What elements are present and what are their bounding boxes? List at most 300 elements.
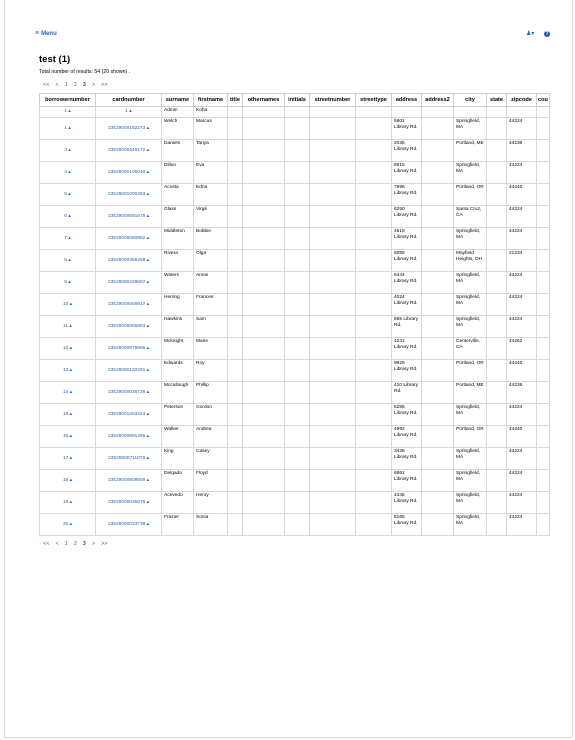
table-row <box>40 272 550 294</box>
column-header-initials[interactable]: initials <box>285 94 310 107</box>
zipcode-cell: 44224 <box>507 228 537 250</box>
address2-cell <box>422 316 454 338</box>
results-label: Total number of results: <box>39 69 93 75</box>
address2-cell <box>422 272 454 294</box>
borrowernumber-link[interactable]: 8 ▴ <box>40 250 96 272</box>
report-page <box>4 0 573 738</box>
empty-cell <box>356 514 392 536</box>
empty-cell <box>285 107 310 118</box>
empty-cell <box>310 316 356 338</box>
address2-cell <box>422 360 454 382</box>
table-row <box>40 492 550 514</box>
city-cell: Springfield, MA <box>454 492 487 514</box>
firstname-cell: Virgil <box>194 206 228 228</box>
empty-cell <box>310 514 356 536</box>
city-cell: Springfield, MA <box>454 316 487 338</box>
surname-cell: Acevedo <box>162 492 194 514</box>
zipcode-cell: 44240 <box>507 360 537 382</box>
menu-button[interactable] <box>35 30 57 37</box>
empty-cell <box>228 184 243 206</box>
country-cell <box>537 140 550 162</box>
address-cell: 4992 Library Rd. <box>392 426 422 448</box>
cardnumber-link[interactable]: 23529000429697 ▴ <box>96 272 162 294</box>
table-row <box>40 184 550 206</box>
surname-cell: Walker <box>162 426 194 448</box>
address-cell: 4024 Library Rd. <box>392 294 422 316</box>
cardnumber-link[interactable]: 23529001203323 ▴ <box>96 404 162 426</box>
zipcode-cell: 44224 <box>507 514 537 536</box>
address-cell: 7896 Library Rd. <box>392 184 422 206</box>
borrowernumber-link[interactable]: 12 ▴ <box>40 338 96 360</box>
surname-cell: Waters <box>162 272 194 294</box>
state-cell <box>487 448 507 470</box>
zipcode-cell: 44236 <box>507 140 537 162</box>
table-row <box>40 162 550 184</box>
empty-cell <box>310 426 356 448</box>
empty-cell <box>243 118 285 140</box>
city-cell: Springfield, MA <box>454 272 487 294</box>
zipcode-cell: 44224 <box>507 492 537 514</box>
column-header-streetnumber[interactable]: streetnumber <box>310 94 356 107</box>
zipcode-cell: 21234 <box>507 250 537 272</box>
page-link[interactable]: 3 <box>82 82 86 88</box>
column-header-address2[interactable]: address2 <box>422 94 454 107</box>
column-header-state[interactable]: state <box>487 94 507 107</box>
borrowernumber-link[interactable]: 1 ▴ <box>40 118 96 140</box>
empty-cell <box>356 162 392 184</box>
city-cell: Springfield, MA <box>454 470 487 492</box>
cardnumber-link[interactable]: 23529000891265 ▴ <box>96 426 162 448</box>
country-cell <box>537 492 550 514</box>
surname-cell: Hawkins <box>162 316 194 338</box>
state-cell <box>487 294 507 316</box>
address2-cell <box>422 294 454 316</box>
top-icons <box>518 30 550 37</box>
empty-cell <box>285 294 310 316</box>
empty-cell <box>243 404 285 426</box>
empty-cell <box>356 360 392 382</box>
cardnumber-link[interactable]: 23529000033739 ▴ <box>96 514 162 536</box>
empty-cell <box>228 316 243 338</box>
cardnumber-link[interactable]: 23529000035726 ▴ <box>96 382 162 404</box>
borrowernumber-link[interactable]: 11 ▴ <box>40 316 96 338</box>
page-link[interactable]: 2 <box>73 82 77 88</box>
state-cell <box>487 162 507 184</box>
zipcode-cell: 44240 <box>507 426 537 448</box>
firstname-cell: Gordon <box>194 404 228 426</box>
city-cell: Portland, OR <box>454 360 487 382</box>
city-cell: Portland, OR <box>454 426 487 448</box>
borrowernumber-link[interactable]: 10 ▴ <box>40 294 96 316</box>
city-cell: Springfield, MA <box>454 228 487 250</box>
cardnumber-link[interactable]: 23529000445172 ▴ <box>96 140 162 162</box>
address-cell: 6285 Library Rd. <box>392 404 422 426</box>
zipcode-cell: 44224 <box>507 294 537 316</box>
firstname-cell: Floyd <box>194 470 228 492</box>
address2-cell <box>422 492 454 514</box>
table-row <box>40 448 550 470</box>
empty-cell <box>228 294 243 316</box>
empty-cell <box>285 514 310 536</box>
country-cell <box>537 206 550 228</box>
table-row <box>40 250 550 272</box>
state-cell <box>487 338 507 360</box>
page-link[interactable]: 1 <box>64 82 68 88</box>
zipcode-cell: 44224 <box>507 272 537 294</box>
cardnumber-link[interactable]: 23529000152273 ▴ <box>96 118 162 140</box>
country-cell <box>537 184 550 206</box>
address-cell: 8916 Library Rd. <box>392 162 422 184</box>
firstname-cell: Edna <box>194 184 228 206</box>
address-cell: 665 Library Rd. <box>392 316 422 338</box>
country-cell <box>537 316 550 338</box>
borrowernumber-link[interactable]: 4 ▴ <box>40 162 96 184</box>
surname-cell: Peterson <box>162 404 194 426</box>
surname-cell: Rivera <box>162 250 194 272</box>
page-link[interactable]: < <box>55 82 59 88</box>
empty-cell <box>228 272 243 294</box>
empty-cell <box>243 338 285 360</box>
empty-cell <box>356 316 392 338</box>
borrowernumber-link[interactable]: 19 ▴ <box>40 492 96 514</box>
empty-cell <box>454 107 487 118</box>
table-row <box>40 316 550 338</box>
menu-label: Menu <box>41 31 57 37</box>
empty-cell <box>243 360 285 382</box>
empty-cell <box>392 107 422 118</box>
column-header-borrowernumber[interactable]: borrowernumber <box>40 94 96 107</box>
empty-cell <box>285 382 310 404</box>
cardnumber-link[interactable]: 23529000358268 ▴ <box>96 250 162 272</box>
empty-cell <box>537 107 550 118</box>
firstname-cell: Eva <box>194 162 228 184</box>
empty-cell <box>285 492 310 514</box>
empty-cell <box>356 140 392 162</box>
firstname-cell: Roy <box>194 360 228 382</box>
empty-cell <box>228 470 243 492</box>
page-link[interactable]: << <box>43 541 50 547</box>
city-cell: Centerville, CA <box>454 338 487 360</box>
empty-cell <box>356 338 392 360</box>
page-link[interactable]: << <box>43 82 50 88</box>
column-header-title[interactable]: title <box>228 94 243 107</box>
address2-cell <box>422 382 454 404</box>
empty-cell <box>228 228 243 250</box>
empty-cell <box>356 184 392 206</box>
user-icon[interactable]: ♟▾ <box>525 31 535 37</box>
state-cell <box>487 514 507 536</box>
firstname-cell: Casey <box>194 448 228 470</box>
state-cell <box>487 382 507 404</box>
empty-cell <box>228 360 243 382</box>
page-link[interactable]: 3 <box>82 541 86 547</box>
city-cell: Mayfield Heights, OH <box>454 250 487 272</box>
city-cell: Portland, OR <box>454 184 487 206</box>
empty-cell <box>243 140 285 162</box>
zipcode-cell: 44224 <box>507 470 537 492</box>
borrowernumber-link[interactable]: 9 ▴ <box>40 272 96 294</box>
state-cell <box>487 316 507 338</box>
city-cell: Springfield, MA <box>454 448 487 470</box>
empty-cell <box>285 426 310 448</box>
empty-cell <box>285 184 310 206</box>
cardnumber-link[interactable]: 23529000809559 ▴ <box>96 470 162 492</box>
empty-cell <box>228 382 243 404</box>
empty-cell <box>310 250 356 272</box>
firstname-cell: Tanya <box>194 140 228 162</box>
country-cell <box>537 294 550 316</box>
surname-cell: Mccullough <box>162 382 194 404</box>
surname-cell: Glass <box>162 206 194 228</box>
pagination-top <box>43 82 114 88</box>
cardnumber-link[interactable]: 23529000711078 ▴ <box>96 448 162 470</box>
country-cell <box>537 228 550 250</box>
state-cell <box>487 206 507 228</box>
address2-cell <box>422 118 454 140</box>
page-link[interactable]: > <box>91 541 96 547</box>
cardnumber-link[interactable]: 23529000132291 ▴ <box>96 360 162 382</box>
empty-cell <box>310 492 356 514</box>
table-row <box>40 404 550 426</box>
country-cell <box>537 448 550 470</box>
empty-cell <box>310 228 356 250</box>
top-bar <box>35 30 550 42</box>
empty-cell <box>285 250 310 272</box>
empty-cell <box>285 470 310 492</box>
empty-cell <box>228 118 243 140</box>
firstname-cell: Sonia <box>194 514 228 536</box>
results-value: 54 (20 shown) . <box>94 69 131 75</box>
cardnumber-link[interactable]: 23529001000463 ▴ <box>96 184 162 206</box>
empty-cell <box>243 382 285 404</box>
page-link[interactable]: > <box>91 82 96 88</box>
firstname-cell: Koha <box>194 107 228 118</box>
empty-cell <box>356 228 392 250</box>
table-row <box>40 426 550 448</box>
address-cell: 4345 Library Rd. <box>392 492 422 514</box>
borrowernumber-link[interactable]: 14 ▴ <box>40 382 96 404</box>
city-cell: Springfield, MA <box>454 404 487 426</box>
empty-cell <box>228 162 243 184</box>
empty-cell <box>228 107 243 118</box>
firstname-cell: Henry <box>194 492 228 514</box>
address-cell: 6661 Library Rd. <box>392 470 422 492</box>
firstname-cell: Marie <box>194 338 228 360</box>
zipcode-cell: 44262 <box>507 338 537 360</box>
empty-cell <box>285 338 310 360</box>
address-cell: 6058 Library Rd. <box>392 250 422 272</box>
table-row <box>40 228 550 250</box>
empty-cell <box>285 316 310 338</box>
state-cell <box>487 360 507 382</box>
empty-cell <box>285 404 310 426</box>
city-cell: Springfield, MA <box>454 294 487 316</box>
address2-cell <box>422 184 454 206</box>
state-cell <box>487 470 507 492</box>
country-cell <box>537 360 550 382</box>
address2-cell <box>422 206 454 228</box>
address-cell: 5444 Library Rd. <box>392 272 422 294</box>
empty-cell <box>356 250 392 272</box>
address-cell: 2035 Library Rd. <box>392 140 422 162</box>
empty-cell <box>243 492 285 514</box>
empty-cell <box>356 404 392 426</box>
table-row <box>40 107 550 118</box>
borrowernumber-link[interactable]: 5 ▴ <box>40 184 96 206</box>
zipcode-cell: 44224 <box>507 404 537 426</box>
cardnumber-link[interactable]: 23529000105040 ▴ <box>96 162 162 184</box>
column-header-cou[interactable]: cou <box>537 94 550 107</box>
cardnumber-link[interactable]: 23529000878885 ▴ <box>96 338 162 360</box>
table-row <box>40 338 550 360</box>
empty-cell <box>243 514 285 536</box>
page-link[interactable]: 1 <box>64 541 68 547</box>
cardnumber-link[interactable]: 23529000080862 ▴ <box>96 228 162 250</box>
cardnumber-link[interactable]: 23529000035676 ▴ <box>96 492 162 514</box>
surname-cell: Dillon <box>162 162 194 184</box>
borrowernumber-link[interactable]: 18 ▴ <box>40 470 96 492</box>
borrowernumber-link[interactable]: 7 ▴ <box>40 228 96 250</box>
table-row <box>40 294 550 316</box>
empty-cell <box>228 492 243 514</box>
cardnumber-link[interactable]: 23529000591678 ▴ <box>96 206 162 228</box>
country-cell <box>537 118 550 140</box>
borrowernumber-link[interactable]: 1 ▴ <box>40 107 96 118</box>
empty-cell <box>243 162 285 184</box>
empty-cell <box>310 162 356 184</box>
empty-cell <box>228 140 243 162</box>
column-header-surname[interactable]: surname <box>162 94 194 107</box>
page-link[interactable]: >> <box>101 82 108 88</box>
table-row <box>40 470 550 492</box>
address2-cell <box>422 162 454 184</box>
cardnumber-link[interactable]: 23529000068917 ▴ <box>96 294 162 316</box>
results-count <box>39 69 130 75</box>
address2-cell <box>422 448 454 470</box>
borrowernumber-link[interactable]: 3 ▴ <box>40 140 96 162</box>
table-row <box>40 382 550 404</box>
country-cell <box>537 162 550 184</box>
country-cell <box>537 514 550 536</box>
zipcode-cell: 44224 <box>507 118 537 140</box>
column-header-cardnumber[interactable]: cardnumber <box>96 94 162 107</box>
address-cell: 410 Library Rd. <box>392 382 422 404</box>
help-icon[interactable]: ? <box>545 31 549 37</box>
surname-cell: Welch <box>162 118 194 140</box>
empty-cell <box>228 206 243 228</box>
page-link[interactable]: < <box>55 541 59 547</box>
empty-cell <box>285 162 310 184</box>
address-cell: 3438 Library Rd. <box>392 448 422 470</box>
empty-cell <box>243 448 285 470</box>
country-cell <box>537 272 550 294</box>
column-header-city[interactable]: city <box>454 94 487 107</box>
state-cell <box>487 250 507 272</box>
cardnumber-link[interactable]: 1 ▴ <box>96 107 162 118</box>
address-cell: 4241 Library Rd. <box>392 338 422 360</box>
column-header-streettype[interactable]: streettype <box>356 94 392 107</box>
borrowernumber-link[interactable]: 6 ▴ <box>40 206 96 228</box>
empty-cell <box>310 382 356 404</box>
country-cell <box>537 426 550 448</box>
surname-cell: Admin <box>162 107 194 118</box>
zipcode-cell: 44224 <box>507 448 537 470</box>
empty-cell <box>310 338 356 360</box>
zipcode-cell: 44224 <box>507 206 537 228</box>
address-cell: 8165 Library Rd. <box>392 514 422 536</box>
address2-cell <box>422 514 454 536</box>
hamburger-icon: ≡ <box>35 30 40 37</box>
address2-cell <box>422 228 454 250</box>
empty-cell <box>243 316 285 338</box>
firstname-cell: Frances <box>194 294 228 316</box>
empty-cell <box>487 107 507 118</box>
empty-cell <box>310 206 356 228</box>
empty-cell <box>285 118 310 140</box>
empty-cell <box>310 118 356 140</box>
empty-cell <box>228 250 243 272</box>
firstname-cell: Phillip <box>194 382 228 404</box>
borrowernumber-link[interactable]: 16 ▴ <box>40 426 96 448</box>
firstname-cell: Marcus <box>194 118 228 140</box>
empty-cell <box>310 360 356 382</box>
empty-cell <box>228 448 243 470</box>
empty-cell <box>356 382 392 404</box>
address-cell: 9929 Library Rd. <box>392 360 422 382</box>
surname-cell: Edwards <box>162 360 194 382</box>
surname-cell: Middleton <box>162 228 194 250</box>
country-cell <box>537 338 550 360</box>
surname-cell: King <box>162 448 194 470</box>
table-row <box>40 118 550 140</box>
empty-cell <box>310 404 356 426</box>
empty-cell <box>285 206 310 228</box>
state-cell <box>487 492 507 514</box>
firstname-cell: Sam <box>194 316 228 338</box>
empty-cell <box>243 206 285 228</box>
firstname-cell: Olga <box>194 250 228 272</box>
address2-cell <box>422 470 454 492</box>
address2-cell <box>422 426 454 448</box>
state-cell <box>487 118 507 140</box>
column-header-zipcode[interactable]: zipcode <box>507 94 537 107</box>
table-row <box>40 140 550 162</box>
empty-cell <box>310 272 356 294</box>
borrowernumber-link[interactable]: 13 ▴ <box>40 360 96 382</box>
borrowernumber-link[interactable]: 20 ▴ <box>40 514 96 536</box>
state-cell <box>487 184 507 206</box>
empty-cell <box>507 107 537 118</box>
page-link[interactable]: 2 <box>73 541 77 547</box>
firstname-cell: Andrea <box>194 426 228 448</box>
city-cell: Portland, ME <box>454 140 487 162</box>
empty-cell <box>228 404 243 426</box>
table-row <box>40 360 550 382</box>
empty-cell <box>356 470 392 492</box>
cardnumber-link[interactable]: 23529000065863 ▴ <box>96 316 162 338</box>
borrowernumber-link[interactable]: 15 ▴ <box>40 404 96 426</box>
address2-cell <box>422 250 454 272</box>
column-header-othernames[interactable]: othernames <box>243 94 285 107</box>
column-header-address[interactable]: address <box>392 94 422 107</box>
empty-cell <box>310 184 356 206</box>
empty-cell <box>356 206 392 228</box>
empty-cell <box>422 107 454 118</box>
page-link[interactable]: >> <box>101 541 108 547</box>
borrowernumber-link[interactable]: 17 ▴ <box>40 448 96 470</box>
column-header-firstname[interactable]: firstname <box>194 94 228 107</box>
state-cell <box>487 404 507 426</box>
